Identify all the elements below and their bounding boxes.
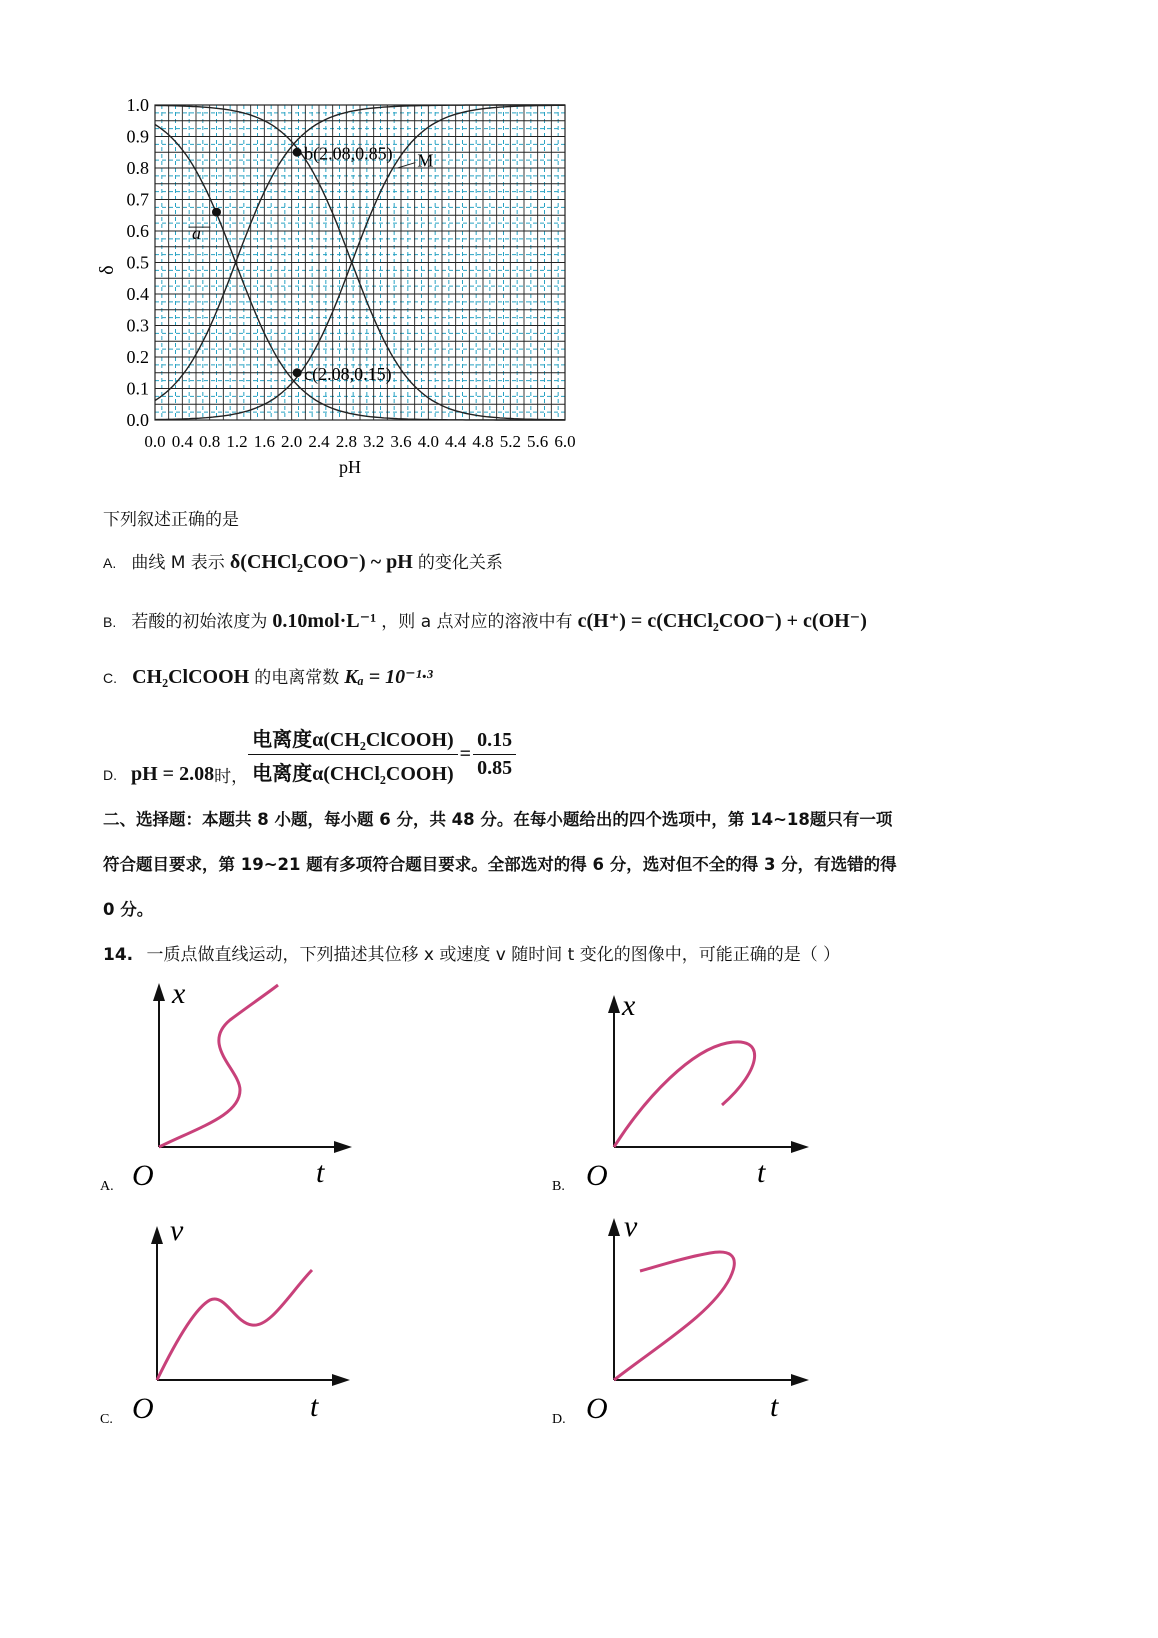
- graph-a-letter: A.: [100, 1179, 114, 1194]
- x-tick-label: 1.2: [226, 432, 248, 451]
- graph-option-b[interactable]: [552, 975, 832, 1204]
- option-d-fraction: [248, 723, 458, 786]
- question-stem: 下列叙述正确的是: [103, 510, 239, 530]
- graph-c-origin: O: [132, 1392, 154, 1425]
- graph-d-y-label: v: [624, 1210, 638, 1243]
- section2-line3: 0 分。: [103, 900, 154, 919]
- x-tick-label: 0.0: [144, 432, 166, 451]
- y-tick-label: 0.6: [126, 221, 149, 241]
- x-tick-label: 0.4: [171, 432, 193, 451]
- chart-points: [189, 143, 434, 385]
- x-tick-label: 5.6: [527, 432, 549, 451]
- curve-m-label: M: [417, 150, 434, 171]
- y-tick-label: 0.4: [126, 284, 149, 304]
- option-c-mid: 的电离常数: [254, 668, 340, 688]
- graph-d-curve: [614, 1252, 734, 1380]
- graph-option-a[interactable]: [100, 975, 380, 1204]
- graph-d-x-arrow: [791, 1374, 809, 1386]
- y-tick-label: 0.7: [126, 189, 149, 210]
- graph-b-origin: O: [586, 1159, 608, 1192]
- point-b: [293, 148, 302, 157]
- graph-b-letter: B.: [552, 1179, 565, 1194]
- graph-a-x-label: t: [316, 1156, 325, 1189]
- x-tick-label: 4.4: [445, 432, 467, 451]
- option-d-ph: pH = 2.08: [131, 763, 215, 785]
- option-c-formula: CH₂ClCOOH: [132, 666, 250, 688]
- graph-c-y-arrow: [151, 1226, 163, 1244]
- x-tick-label: 4.8: [472, 432, 494, 451]
- option-d-letter: D.: [103, 766, 117, 783]
- graph-option-c[interactable]: [100, 1208, 380, 1437]
- option-c-letter: C.: [103, 670, 117, 686]
- option-d[interactable]: [103, 722, 516, 787]
- graph-a-x-arrow: [334, 1141, 352, 1153]
- option-d-ratio-denominator: 0.85: [477, 757, 513, 779]
- section2-line2: 符合题目要求，第 19~21 题有多项符合题目要求。全部选对的得 6 分，选对但不全的得 3 分，有选错的得: [103, 855, 897, 874]
- q14: [103, 940, 840, 965]
- y-tick-label: 0.8: [126, 158, 149, 178]
- q14-text: 一质点做直线运动，下列描述其位移 x 或速度 v 随时间 t 变化的图像中，可能正确的是（ ）: [146, 945, 841, 965]
- x-tick-label: 1.6: [253, 432, 275, 451]
- option-a-pre: 曲线 M 表示: [131, 553, 225, 573]
- option-d-equals: =: [459, 743, 472, 765]
- graph-b-y-label: x: [622, 989, 636, 1022]
- graph-d-letter: D.: [552, 1412, 566, 1427]
- graph-a-y-label: x: [172, 977, 186, 1010]
- y-tick-label: 0.2: [126, 347, 149, 367]
- option-b-mid: ，则 a 点对应的溶液中有: [381, 612, 573, 632]
- graph-a-origin: O: [132, 1159, 154, 1192]
- y-tick-label: 0.9: [126, 126, 149, 147]
- x-tick-label: 4.0: [417, 432, 439, 451]
- q14-number: 14.: [103, 945, 134, 965]
- option-a-letter: A.: [103, 555, 117, 571]
- x-tick-label: 3.6: [390, 432, 412, 451]
- point-a-label: a: [192, 223, 201, 244]
- x-tick-label: 5.2: [499, 432, 521, 451]
- curve-m-leader: [398, 163, 416, 168]
- option-d-ratio-numerator: 0.15: [473, 729, 516, 755]
- option-c[interactable]: [103, 663, 433, 689]
- option-b-letter: B.: [103, 614, 117, 630]
- option-c-ka: Kₐ = 10⁻¹·³: [344, 666, 433, 688]
- graph-d-y-arrow: [608, 1218, 620, 1236]
- x-tick-label: 6.0: [554, 432, 576, 451]
- y-tick-label: 0.5: [126, 252, 149, 273]
- point-c-label: c(2.08,0.15): [304, 363, 392, 384]
- graph-c-y-label: v: [170, 1214, 184, 1247]
- section2-line1: 二、选择题：本题共 8 小题，每小题 6 分，共 48 分。在每小题给出的四个选项中，第 14~18题只有一项: [103, 810, 893, 829]
- y-tick-label: 0.1: [126, 378, 149, 399]
- point-a: [212, 208, 221, 217]
- option-a-formula: δ(CHCl₂COO⁻) ~ pH: [229, 551, 413, 573]
- distribution-chart: [95, 95, 615, 495]
- graph-b-curve: [614, 1042, 755, 1147]
- chart-y-label: δ: [96, 265, 118, 275]
- chart-y-ticks: [127, 95, 150, 430]
- x-tick-label: 0.8: [199, 432, 221, 451]
- graph-a-y-arrow: [153, 983, 165, 1001]
- option-b[interactable]: [103, 607, 867, 633]
- graph-c-curve: [157, 1270, 312, 1380]
- option-a-post: 的变化关系: [417, 553, 503, 573]
- graph-option-d[interactable]: [552, 1208, 832, 1437]
- option-d-ratio: [473, 729, 516, 780]
- y-tick-label: 0.3: [126, 315, 149, 336]
- y-tick-label: 1.0: [126, 95, 149, 115]
- x-tick-label: 3.2: [363, 432, 385, 451]
- option-b-pre: 若酸的初始浓度为: [131, 612, 268, 632]
- option-d-numerator: 电离度α(CH₂ClCOOH): [248, 723, 458, 755]
- graph-b-x-label: t: [757, 1156, 766, 1189]
- x-tick-label: 2.8: [335, 432, 357, 451]
- option-d-denominator: 电离度α(CHCl₂COOH): [252, 763, 454, 785]
- option-b-formula: c(H⁺) = c(CHCl₂COO⁻) + c(OH⁻): [577, 610, 867, 632]
- graph-c-letter: C.: [100, 1412, 113, 1427]
- graph-c-x-arrow: [332, 1374, 350, 1386]
- graph-d-origin: O: [586, 1392, 608, 1425]
- x-tick-label: 2.4: [308, 432, 330, 451]
- point-c: [293, 368, 302, 377]
- graph-b-x-arrow: [791, 1141, 809, 1153]
- option-a[interactable]: [103, 548, 503, 574]
- graph-b-y-arrow: [608, 995, 620, 1013]
- chart-x-ticks: [144, 432, 575, 451]
- graph-c-x-label: t: [310, 1390, 319, 1423]
- graph-d-x-label: t: [770, 1390, 779, 1423]
- chart-x-label: pH: [339, 457, 361, 477]
- x-tick-label: 2.0: [281, 432, 303, 451]
- option-d-mid: 时，: [214, 767, 249, 787]
- y-tick-label: 0.0: [126, 410, 149, 430]
- option-b-conc: 0.10mol·L⁻¹: [272, 610, 377, 632]
- point-b-label: b(2.08,0.85): [304, 143, 393, 164]
